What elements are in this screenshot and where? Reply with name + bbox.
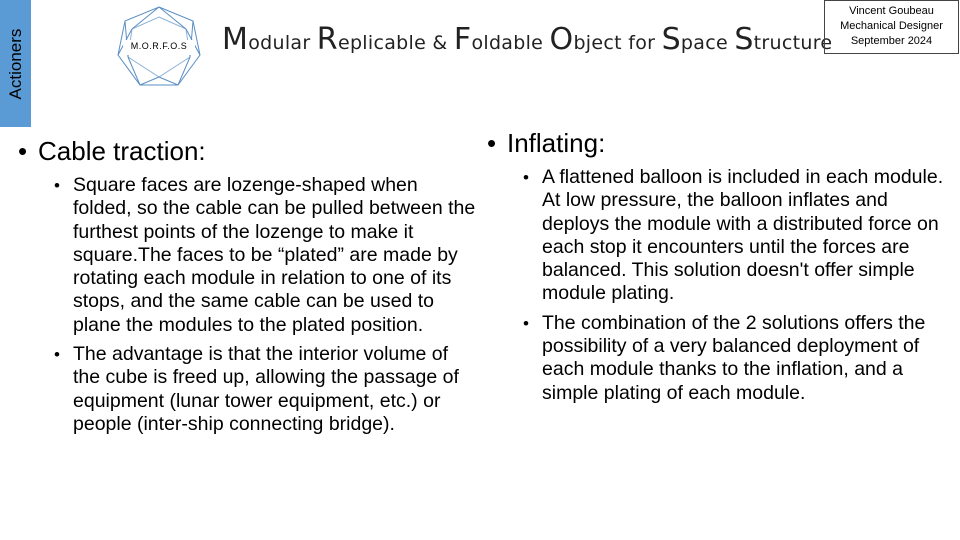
author-role: Mechanical Designer [840,20,943,32]
author-box [824,0,959,54]
title-part: Space [661,22,735,57]
bullet-icon: • [523,313,529,333]
author-date: September 2024 [850,35,933,47]
right-heading: Inflating: [507,128,606,158]
bullet-icon: • [487,128,497,158]
page-title [222,22,832,57]
bullet-icon: • [18,136,28,166]
heading-bullet [487,128,947,158]
heading-bullet [18,136,480,166]
title-part: Structure [734,22,833,57]
list-item [54,343,480,436]
list-item [54,174,480,337]
list-item-text: The combination of the 2 solutions offers the possibility of a very balanced deployment of each module thanks to the inflation, and a simple plating of each module. [542,311,926,404]
side-tab [0,0,31,127]
list-item-text: The advantage is that the interior volume of the cube is freed up, allowing the passage of equipment (lunar tower equipment, etc.) or people (inter-ship connecting bridge). [73,343,459,435]
side-tab-label: Actioners [5,28,25,99]
author-name: Vincent Goubeau [849,5,934,17]
left-column [18,136,480,442]
bullet-icon: • [523,168,529,187]
list-item [523,166,947,306]
title-part: Replicable & [316,22,454,57]
list-item [523,312,947,405]
list-item-text: A flattened balloon is included in each module. At low pressure, the balloon inflates and deploys the module with a distributed force on each stop it encounters until the forces are balanced. This solution doesn't offer simple module plating. [542,166,944,305]
title-part: Foldable [453,22,550,57]
title-part: Modular [222,22,317,57]
logo-text: M.O.R.F.O.S [130,41,188,51]
bullet-icon: • [54,345,60,365]
right-column [487,128,947,411]
list-item-text: Square faces are lozenge-shaped when folded, so the cable can be pulled between the furthest points of the lozenge to make it square.The faces to be “plated” are made by rotating each module in relation to one of its stops, and the same cable can be used to plane the modules to the plated position. [73,174,476,336]
left-heading: Cable traction: [38,136,206,166]
title-part: Object for [549,22,662,57]
bullet-icon: • [54,176,60,195]
morfos-logo [116,5,202,91]
